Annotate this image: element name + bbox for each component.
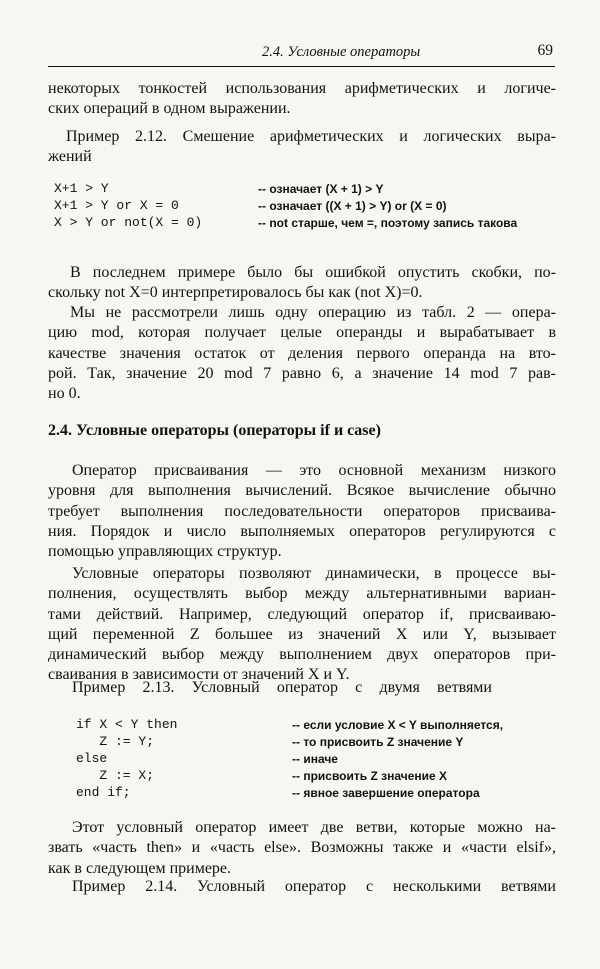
- example-2-14-title: [48, 877, 556, 897]
- code-line: end if;: [76, 785, 131, 800]
- code-line: X+1 > Y or X = 0: [54, 198, 179, 213]
- code-comment: -- если условие X < Y выполняется,: [292, 718, 504, 732]
- text-line: Пример 2.14. Условный оператор с несколькими ветвями: [72, 878, 556, 895]
- text-line: уровня для выполнения вычислений. Всякое вычисление обычно: [48, 482, 556, 500]
- paragraph-mod: [48, 303, 556, 404]
- code-line: Z := X;: [76, 768, 155, 783]
- section-heading: 2.4. Условные операторы (операторы if и case): [48, 422, 381, 439]
- text-line: ния. Порядок и число выполняемых операторов регулируются с: [48, 522, 556, 540]
- text-line: Мы не рассмотрели лишь одну операцию из табл. 2 — опера-: [70, 304, 556, 321]
- paragraph-conditional: [48, 564, 556, 686]
- running-head: 2.4. Условные операторы: [262, 44, 421, 60]
- text-line: ских операций в одном выражении.: [48, 100, 291, 118]
- code-line: X+1 > Y: [54, 181, 109, 196]
- text-line: Пример 2.13. Условный оператор с двумя ветвями: [72, 679, 492, 696]
- example-2-12-code: [54, 180, 202, 231]
- text-line: скольку not X=0 интерпретировалось бы как (not X)=0.: [48, 284, 423, 302]
- text-line: тами действий. Например, следующий оператор if, присваиваю-: [48, 605, 556, 623]
- text-line: жений: [48, 148, 92, 166]
- text-line: но 0.: [48, 385, 81, 403]
- text-line: полнения, осуществлять выбор между альтернативными вариан-: [48, 585, 556, 603]
- paragraph-branches: [48, 818, 556, 879]
- example-2-13-title: [48, 678, 556, 698]
- paragraph-intro: [48, 79, 556, 120]
- code-comment: -- иначе: [292, 752, 338, 766]
- code-line: if X < Y then: [76, 717, 178, 732]
- text-line: Условные операторы позволяют динамически, в процессе вы-: [72, 565, 556, 582]
- text-line: Оператор присваивания — это основной механизм низкого: [72, 462, 556, 479]
- text-line: В последнем примере было бы ошибкой опустить скобки, по-: [70, 264, 556, 281]
- text-line: как в следующем примере.: [48, 859, 232, 877]
- code-line: X > Y or not(X = 0): [54, 215, 203, 230]
- text-line: щий переменной Z большее из значений X или Y, вызывает: [48, 625, 556, 643]
- code-comment: -- not старше, чем =, поэтому запись такова: [258, 216, 518, 230]
- text-line: рой. Так, значение 20 mod 7 равно 6, а значение 14 mod 7 рав-: [48, 364, 556, 382]
- text-line: требует выполнения последовательности операторов присваива-: [48, 502, 556, 520]
- code-comment: -- то присвоить Z значение Y: [292, 735, 464, 749]
- text-line: помощью управляющих структур.: [48, 543, 282, 561]
- page-number: 69: [537, 42, 553, 59]
- code-line: Z := Y;: [76, 734, 155, 749]
- text-line: звать «часть then» и «часть else». Возможны также и «части elsif»,: [48, 839, 556, 857]
- text-line: динамический выбор между выполнением двух операторов при-: [48, 646, 556, 664]
- text-line: некоторых тонкостей использования арифметических и логиче-: [48, 80, 556, 97]
- example-2-13-code: [76, 716, 177, 801]
- code-comment: -- означает ((X + 1) > Y) or (X = 0): [258, 199, 447, 213]
- code-comment: -- явное завершение оператора: [292, 786, 480, 800]
- example-2-12-title: [48, 127, 556, 168]
- code-comment: -- присвоить Z значение X: [292, 769, 447, 783]
- paragraph-parentheses: [48, 263, 556, 304]
- text-line: цию mod, которая получает целые операнды и вырабатывает в: [48, 324, 556, 342]
- example-2-13-comments: [292, 717, 503, 802]
- text-line: Этот условный оператор имеет две ветви, которые можно на-: [72, 819, 556, 836]
- text-line: Пример 2.12. Смешение арифметических и логических выра-: [66, 128, 556, 145]
- text-line: сваивания в зависимости от значений X и Y.: [48, 666, 350, 684]
- example-2-12-comments: [258, 181, 517, 232]
- paragraph-assignment: [48, 461, 556, 562]
- code-comment: -- означает (X + 1) > Y: [258, 182, 384, 196]
- code-line: else: [76, 751, 108, 766]
- text-line: качестве значения остаток от деления первого операнда на вто-: [48, 344, 556, 362]
- page-header: [48, 42, 555, 67]
